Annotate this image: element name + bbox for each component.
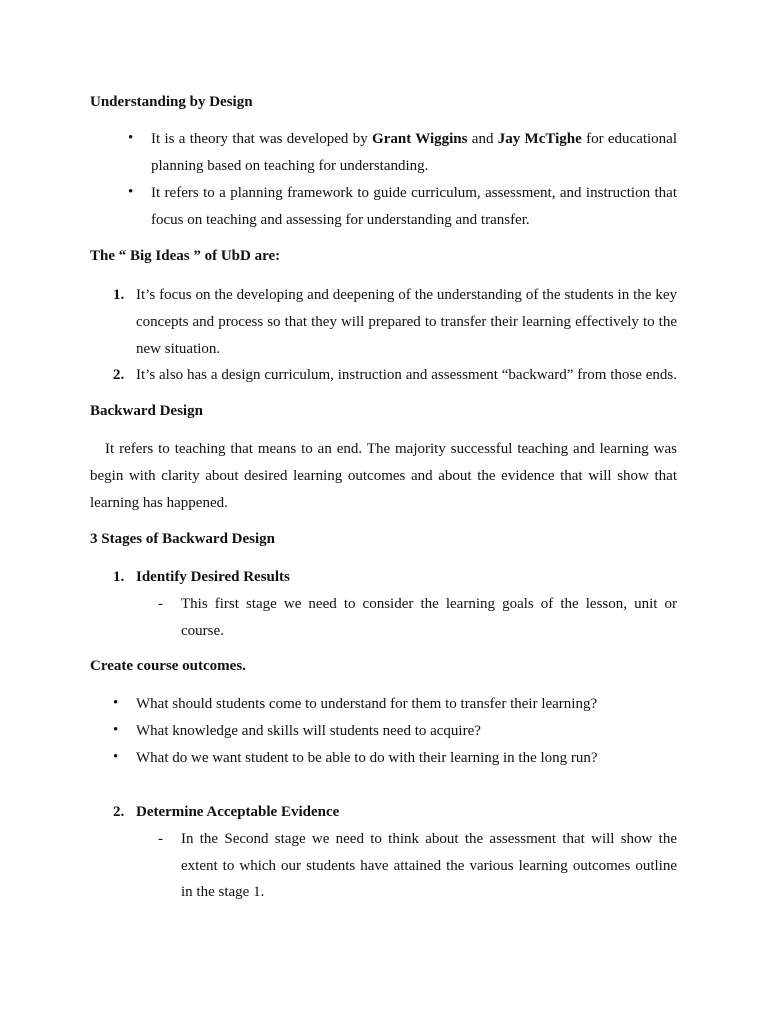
bullet-marker: • bbox=[113, 749, 119, 765]
list-number: 2. bbox=[113, 804, 125, 820]
heading-create-course-outcomes: Create course outcomes. bbox=[90, 658, 246, 674]
stage-2-line-3: in the stage 1. bbox=[181, 884, 265, 900]
list-number: 2. bbox=[113, 367, 125, 383]
heading-understanding-by-design: Understanding by Design bbox=[90, 94, 253, 110]
stage-2-line-2: extent to which our students have attained the various learning outcomes outline bbox=[181, 858, 677, 874]
backward-para-line-2: begin with clarity about desired learning outcomes and about the evidence that will show that bbox=[90, 468, 677, 484]
stage-1-line-1: This first stage we need to consider the learning goals of the lesson, unit or bbox=[181, 596, 677, 612]
bullet-text: and bbox=[467, 131, 498, 147]
bullet-marker: • bbox=[113, 695, 119, 711]
dash-marker: - bbox=[158, 831, 163, 847]
bullet-marker: • bbox=[113, 722, 119, 738]
ubd-bullet-2-line-1: It refers to a planning framework to guide curriculum, assessment, and instruction that bbox=[151, 185, 677, 201]
big-idea-1-line-2: concepts and process so that they will prepared to transfer their learning effectively to the bbox=[136, 314, 677, 330]
backward-para-line-3: learning has happened. bbox=[90, 495, 228, 511]
stage-1-title: Identify Desired Results bbox=[136, 569, 290, 585]
bullet-marker: • bbox=[128, 184, 134, 200]
author-name-jay-mctighe: Jay McTighe bbox=[497, 131, 582, 147]
backward-para-line-1: It refers to teaching that means to an end. The majority successful teaching and learning was bbox=[105, 441, 677, 457]
ubd-bullet-2-line-2: focus on teaching and assessing for understanding and transfer. bbox=[151, 212, 530, 228]
ubd-bullet-1-line-1 bbox=[151, 130, 677, 148]
stage-2-title: Determine Acceptable Evidence bbox=[136, 804, 340, 820]
bullet-text: It is a theory that was developed by bbox=[151, 131, 373, 147]
dash-marker: - bbox=[158, 596, 163, 612]
stage-1-line-2: course. bbox=[181, 623, 224, 639]
bullet-marker: • bbox=[128, 130, 134, 146]
heading-backward-design: Backward Design bbox=[90, 403, 203, 419]
stage-2-line-1: In the Second stage we need to think about the assessment that will show the bbox=[181, 831, 677, 847]
ubd-bullet-1-line-2: planning based on teaching for understanding. bbox=[151, 158, 429, 174]
outcome-question-1: What should students come to understand for them to transfer their learning? bbox=[136, 696, 598, 712]
list-number: 1. bbox=[113, 287, 125, 303]
bullet-text: for educational bbox=[581, 131, 678, 147]
author-name-grant-wiggins: Grant Wiggins bbox=[372, 131, 468, 147]
big-idea-1-line-1: It’s focus on the developing and deepening of the understanding of the students in the key bbox=[136, 287, 677, 303]
big-idea-1-line-3: new situation. bbox=[136, 341, 221, 357]
outcome-question-3: What do we want student to be able to do with their learning in the long run? bbox=[136, 750, 598, 766]
outcome-question-2: What knowledge and skills will students need to acquire? bbox=[136, 723, 481, 739]
heading-big-ideas: The “ Big Ideas ” of UbD are: bbox=[90, 248, 281, 264]
heading-three-stages: 3 Stages of Backward Design bbox=[90, 531, 276, 547]
big-idea-2-line-1: It’s also has a design curriculum, instruction and assessment “backward” from those ends. bbox=[136, 367, 677, 383]
list-number: 1. bbox=[113, 569, 125, 585]
